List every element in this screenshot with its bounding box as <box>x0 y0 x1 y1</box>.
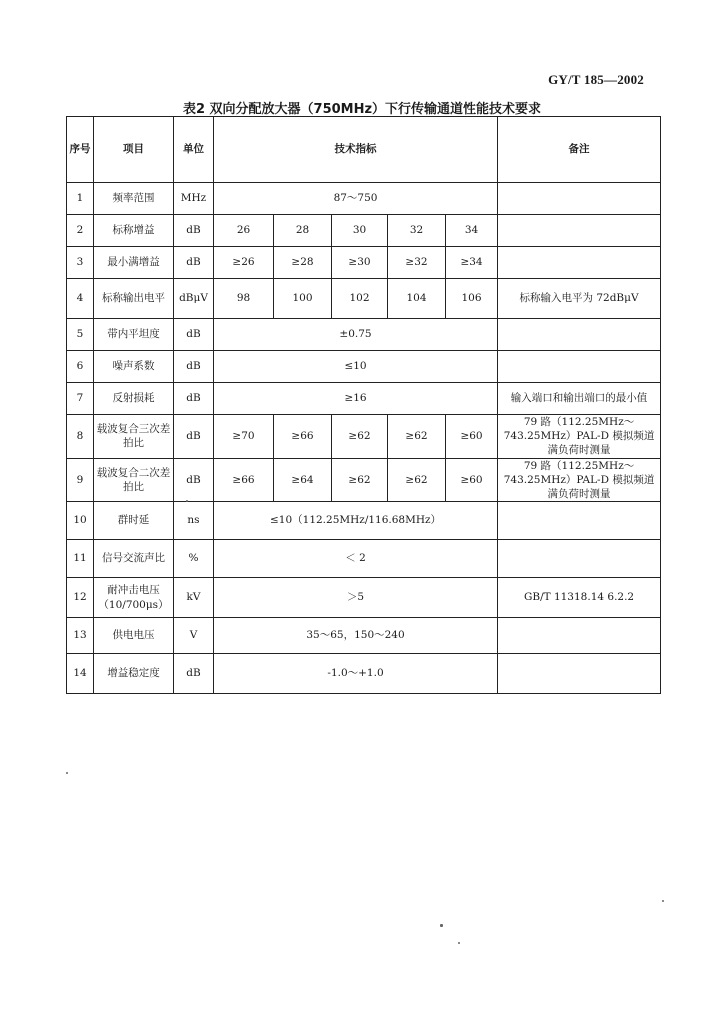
row-value: 102 <box>332 279 388 319</box>
row-spec: ≥16 <box>214 383 498 415</box>
row-remark <box>498 654 661 694</box>
row-item: 带内平坦度 <box>94 319 174 351</box>
row-number: 3 <box>67 247 94 279</box>
table-row <box>67 578 661 618</box>
row-value: ≥60 <box>446 415 498 459</box>
row-remark <box>498 319 661 351</box>
row-remark: 79 路（112.25MHz～743.25MHz）PAL-D 模拟频道满负荷时测量 <box>498 458 661 502</box>
row-value: 100 <box>274 279 332 319</box>
row-number: 10 <box>67 502 94 540</box>
spec-table <box>66 116 661 694</box>
row-item: 信号交流声比 <box>94 540 174 578</box>
row-value: ≥34 <box>446 247 498 279</box>
row-remark: 标称输入电平为 72dBμV <box>498 279 661 319</box>
row-unit: % <box>174 540 214 578</box>
row-number: 9 <box>67 458 94 502</box>
row-number: 2 <box>67 215 94 247</box>
row-spec: -1.0～+1.0 <box>214 654 498 694</box>
row-spec: 35～65，150～240 <box>214 618 498 654</box>
col-header-remark: 备注 <box>498 117 661 183</box>
row-item: 最小满增益 <box>94 247 174 279</box>
row-unit: dBμV <box>174 279 214 319</box>
table-row <box>67 383 661 415</box>
row-spec: ±0.75 <box>214 319 498 351</box>
scan-speck <box>66 772 68 774</box>
row-value: ≥66 <box>274 415 332 459</box>
row-unit: dB <box>174 351 214 383</box>
row-remark <box>498 618 661 654</box>
row-number: 8 <box>67 415 94 459</box>
row-number: 14 <box>67 654 94 694</box>
scan-speck <box>186 500 188 502</box>
row-number: 4 <box>67 279 94 319</box>
row-unit: dB <box>174 654 214 694</box>
row-item: 供电电压 <box>94 618 174 654</box>
row-remark <box>498 183 661 215</box>
row-spec: ≤10（112.25MHz/116.68MHz） <box>214 502 498 540</box>
header-row <box>67 117 661 183</box>
table-row <box>67 247 661 279</box>
row-item: 反射损耗 <box>94 383 174 415</box>
row-unit: dB <box>174 415 214 459</box>
row-remark <box>498 215 661 247</box>
scan-speck <box>662 900 664 902</box>
col-header-unit: 单位 <box>174 117 214 183</box>
col-header-item: 项目 <box>94 117 174 183</box>
row-value: ≥62 <box>388 458 446 502</box>
row-number: 1 <box>67 183 94 215</box>
row-value: ≥60 <box>446 458 498 502</box>
row-unit: ns <box>174 502 214 540</box>
row-unit: dB <box>174 319 214 351</box>
row-unit: MHz <box>174 183 214 215</box>
row-item: 载波复合三次差拍比 <box>94 415 174 459</box>
row-spec: ≤10 <box>214 351 498 383</box>
row-value: 98 <box>214 279 274 319</box>
table-row <box>67 540 661 578</box>
table-row <box>67 502 661 540</box>
row-value: 34 <box>446 215 498 247</box>
row-value: 32 <box>388 215 446 247</box>
row-number: 6 <box>67 351 94 383</box>
row-remark <box>498 247 661 279</box>
table-row <box>67 458 661 502</box>
row-unit: dB <box>174 215 214 247</box>
row-value: ≥30 <box>332 247 388 279</box>
row-item: 噪声系数 <box>94 351 174 383</box>
row-value: ≥70 <box>214 415 274 459</box>
row-item: 增益稳定度 <box>94 654 174 694</box>
row-remark: 79 路（112.25MHz～743.25MHz）PAL-D 模拟频道满负荷时测量 <box>498 415 661 459</box>
row-value: ≥28 <box>274 247 332 279</box>
row-remark <box>498 351 661 383</box>
standard-number: GY/T 185—2002 <box>548 72 644 87</box>
row-value: 28 <box>274 215 332 247</box>
row-value: ≥64 <box>274 458 332 502</box>
row-value: 30 <box>332 215 388 247</box>
row-value: 26 <box>214 215 274 247</box>
row-value: ≥66 <box>214 458 274 502</box>
row-number: 7 <box>67 383 94 415</box>
table-row <box>67 215 661 247</box>
row-value: ≥62 <box>332 458 388 502</box>
scan-speck <box>440 924 443 927</box>
row-value: 104 <box>388 279 446 319</box>
row-value: ≥62 <box>332 415 388 459</box>
table-row <box>67 415 661 459</box>
row-remark: 输入端口和输出端口的最小值 <box>498 383 661 415</box>
table-row <box>67 279 661 319</box>
row-spec: ＜ 2 <box>214 540 498 578</box>
row-spec: 87～750 <box>214 183 498 215</box>
row-remark <box>498 502 661 540</box>
row-item: 群时延 <box>94 502 174 540</box>
row-value: ≥26 <box>214 247 274 279</box>
row-value: ≥62 <box>388 415 446 459</box>
row-spec: ＞5 <box>214 578 498 618</box>
table-title: 表2 双向分配放大器（750MHz）下行传输通道性能技术要求 <box>182 102 542 117</box>
table-row <box>67 319 661 351</box>
row-item: 载波复合二次差拍比 <box>94 458 174 502</box>
row-remark: GB/T 11318.14 6.2.2 <box>498 578 661 618</box>
row-number: 5 <box>67 319 94 351</box>
row-unit: dB <box>174 458 214 502</box>
row-item: 耐冲击电压（10/700μs） <box>94 578 174 618</box>
row-value: 106 <box>446 279 498 319</box>
table-row <box>67 654 661 694</box>
row-value: ≥32 <box>388 247 446 279</box>
row-unit: V <box>174 618 214 654</box>
row-number: 12 <box>67 578 94 618</box>
row-item: 标称输出电平 <box>94 279 174 319</box>
row-remark <box>498 540 661 578</box>
row-number: 13 <box>67 618 94 654</box>
row-item: 标称增益 <box>94 215 174 247</box>
row-unit: kV <box>174 578 214 618</box>
col-header-spec: 技术指标 <box>214 117 498 183</box>
row-unit: dB <box>174 383 214 415</box>
table-row <box>67 351 661 383</box>
row-number: 11 <box>67 540 94 578</box>
scan-speck <box>458 942 460 944</box>
row-item: 频率范围 <box>94 183 174 215</box>
table-row <box>67 183 661 215</box>
table-row <box>67 618 661 654</box>
row-unit: dB <box>174 247 214 279</box>
col-header-no: 序号 <box>67 117 94 183</box>
